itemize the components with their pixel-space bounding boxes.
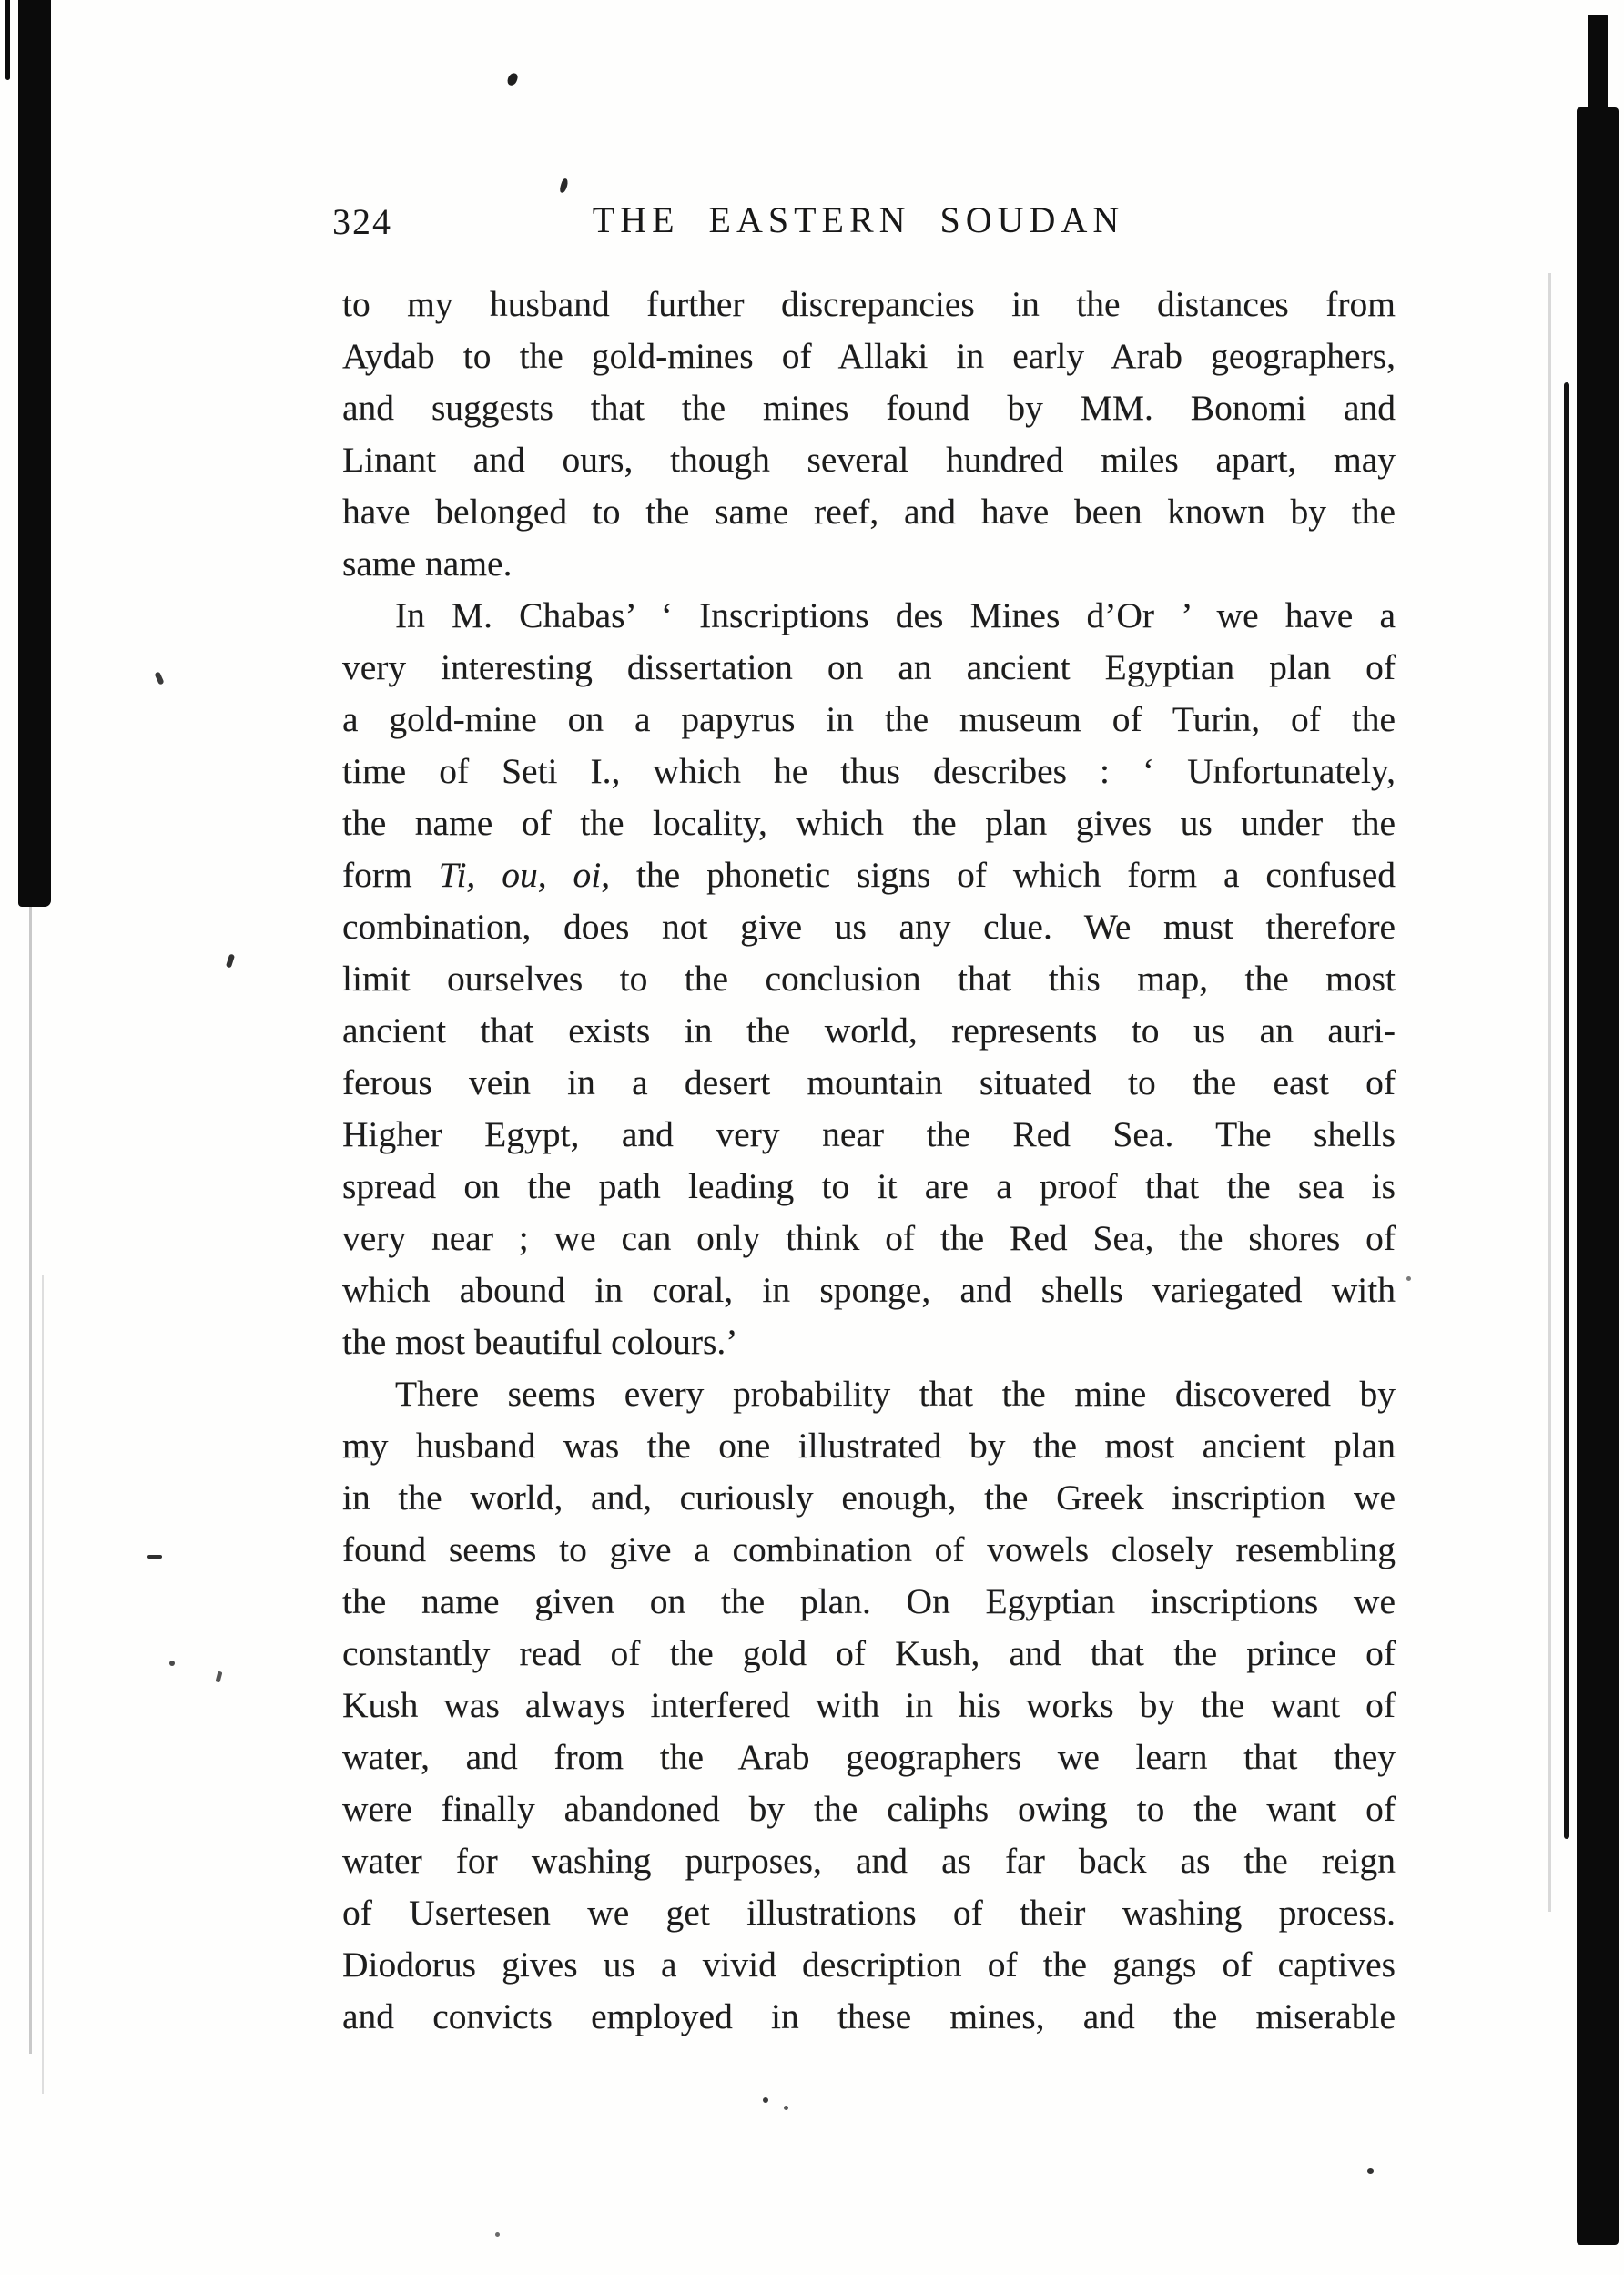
scan-edge-right-faint [1548,273,1551,1912]
ink-speck [1367,2168,1374,2174]
text-line [342,1316,1396,1368]
text-segment: and suggests that the mines found by MM. Bonomi and [342,388,1396,428]
ink-speck [506,72,519,86]
text-segment: ancient that exists in the world, represents to us an auri- [342,1011,1396,1051]
text-segment: the name given on the plan. On Egyptian inscriptions we [342,1581,1396,1621]
text-line [342,1628,1396,1680]
text-line [342,953,1396,1005]
text-line [342,1109,1396,1161]
text-segment: water for washing purposes, and as far back as the reign [342,1841,1396,1881]
text-line [342,797,1396,849]
text-line [342,1368,1396,1420]
text-line [342,1991,1396,2043]
text-segment: constantly read of the gold of Kush, and that the prince of [342,1633,1396,1673]
text-segment: Kush was always interfered with in his works by the want of [342,1685,1396,1725]
text-line [342,1472,1396,1524]
text-segment: Higher Egypt, and very near the Red Sea. The shells [342,1114,1396,1154]
text-segment: Aydab to the gold-mines of Allaki in early Arab geographers, [342,336,1396,376]
text-segment: same name. [342,543,513,584]
text-line [342,538,1396,590]
ink-speck [763,2097,768,2103]
text-segment: very interesting dissertation on an ancient Egyptian plan of [342,647,1396,687]
text-line [342,694,1396,746]
text-segment: my husband was the one illustrated by the most ancient plan [342,1426,1396,1466]
ink-speck [147,1555,162,1559]
text-segment: There seems every probability that the mine discovered by [395,1374,1396,1414]
text-segment: to my husband further discrepancies in the distances from [342,284,1396,324]
text-segment: a gold-mine on a papyrus in the museum of Turin, of the [342,699,1396,739]
text-line [342,746,1396,797]
text-segment: have belonged to the same reef, and have been known by the [342,492,1396,532]
ink-speck [154,671,164,685]
ink-speck [226,953,235,968]
text-line [342,849,1396,901]
scan-edge-right-bar [1577,107,1619,2245]
text-segment: found seems to give a combination of vowels closely resembling [342,1529,1396,1569]
text-line [342,590,1396,642]
text-line [342,1420,1396,1472]
page-body [342,279,1396,2043]
ink-speck [1406,1276,1411,1281]
paragraph [342,279,1396,590]
scan-edge-left-faint-2 [42,1275,44,2094]
text-line [342,1680,1396,1732]
text-line [342,1005,1396,1057]
scan-edge-right-thin [1564,382,1569,1839]
text-line [342,279,1396,330]
text-line [342,1887,1396,1939]
text-segment: water, and from the Arab geographers we learn that they [342,1737,1396,1777]
text-segment: of Usertesen we get illustrations of their washing process. [342,1893,1396,1933]
text-segment: ferous vein in a desert mountain situated to the east of [342,1062,1396,1102]
text-line [342,642,1396,694]
text-line [342,901,1396,953]
text-line [342,486,1396,538]
text-line [342,1732,1396,1783]
ink-speck [169,1661,175,1666]
text-line [342,434,1396,486]
text-line [342,1213,1396,1264]
text-segment: were finally abandoned by the caliphs owing to the want of [342,1789,1396,1829]
page-header [330,198,1386,246]
running-title: THE EASTERN SOUDAN [592,199,1125,240]
italic-text: Ti, ou, oi [438,855,602,895]
text-segment: combination, does not give us any clue. We must therefore [342,907,1396,947]
ink-speck [216,1671,223,1683]
ink-speck [559,178,569,193]
text-segment: the name of the locality, which the plan gives us under the [342,803,1396,843]
text-line [342,330,1396,382]
text-segment: limit ourselves to the conclusion that this map, the most [342,959,1396,999]
text-line [342,1835,1396,1887]
paragraph [342,1368,1396,2043]
text-segment: Linant and ours, though several hundred miles apart, may [342,440,1396,480]
scan-edge-left-bar [18,0,51,907]
text-segment: which abound in coral, in sponge, and shells variegated with [342,1270,1396,1310]
text-segment: Diodorus gives us a vivid description of the gangs of captives [342,1945,1396,1985]
text-segment: , the phonetic signs of which form a confused [601,855,1396,895]
text-line [342,1057,1396,1109]
text-segment: in the world, and, curiously enough, the Greek inscription we [342,1478,1396,1518]
scan-edge-left-hook [5,0,10,80]
text-line [342,1576,1396,1628]
text-segment: form [342,855,439,895]
text-line [342,1524,1396,1576]
ink-speck [495,2232,500,2237]
paragraph [342,590,1396,1368]
text-segment: spread on the path leading to it are a proof that the sea is [342,1166,1396,1206]
text-segment: very near ; we can only think of the Red Sea, the shores of [342,1218,1396,1258]
text-line [342,382,1396,434]
text-line [342,1161,1396,1213]
page-number: 324 [332,201,392,242]
text-segment: the most beautiful colours.’ [342,1322,738,1362]
text-line [342,1939,1396,1991]
text-segment: time of Seti I., which he thus describes : ‘ Unfortunately, [342,751,1396,791]
text-line [342,1264,1396,1316]
text-segment: and convicts employed in these mines, and the miserable [342,1996,1396,2036]
scan-edge-left-faint [29,907,32,2054]
ink-speck [784,2106,788,2110]
text-line [342,1783,1396,1835]
text-segment: In M. Chabas’ ‘ Inscriptions des Mines d’Or ’ we have a [395,595,1396,635]
